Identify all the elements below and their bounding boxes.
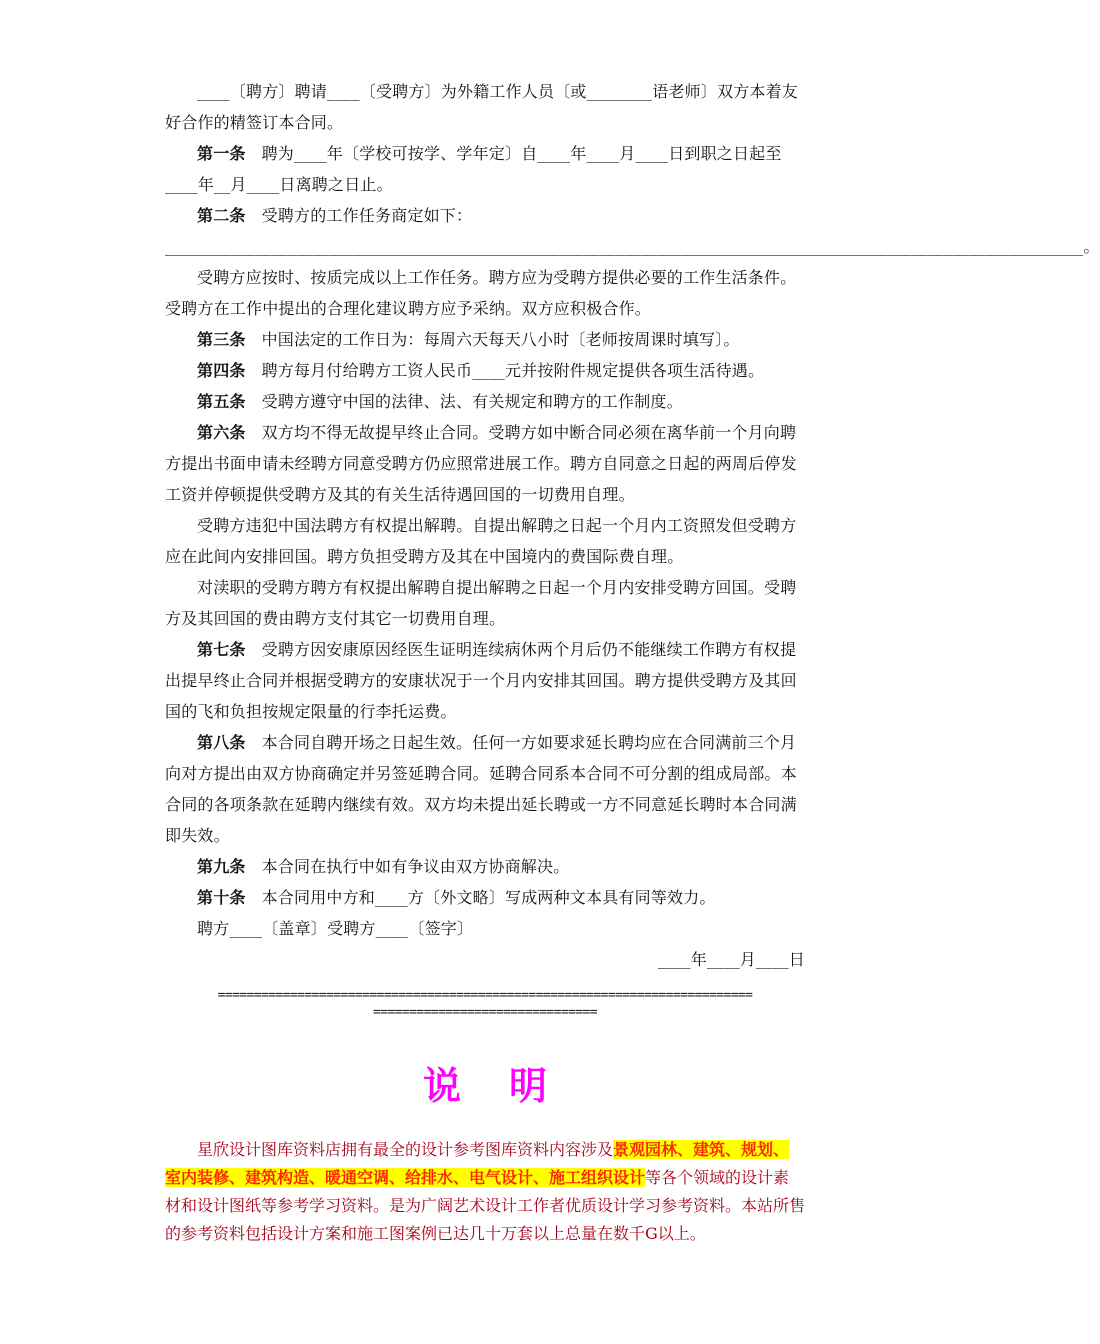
article-5 <box>165 386 805 417</box>
article-label: 第七条 <box>197 640 246 659</box>
date-line: ____年____月____日 <box>657 950 805 969</box>
article-9 <box>165 851 805 882</box>
article-2 <box>165 200 1100 262</box>
article-6 <box>165 417 805 510</box>
article-text: 双方均不得无故提早终止合同。受聘方如中断合同必须在离华前一个月向聘方提出书面申请未经聘方同意受聘方仍应照常进展工作。聘方自同意之日起的两周后停发工资并停顿提供受聘方及其的有关生活待遇回国的一切费用自理。 <box>165 423 797 504</box>
article-label: 第九条 <box>197 857 246 876</box>
article-7 <box>165 634 805 727</box>
article-4 <box>165 355 805 386</box>
article-text: 受聘方遵守中国的法律、法、有关规定和聘方的工作制度。 <box>261 392 683 411</box>
contract-document <box>165 76 1100 1248</box>
notice-intro-text: 星欣设计图库资料店拥有最全的设计参考图库资料内容涉及 <box>197 1140 614 1159</box>
article-6-continued-a <box>165 510 805 572</box>
articles-list <box>165 138 1100 913</box>
article-label: 第四条 <box>197 361 246 380</box>
article-text: 受聘方应按时、按质完成以上工作任务。聘方应为受聘方提供必要的工作生活条件。受聘方在工作中提出的合理化建议聘方应予采纳。双方应积极合作。 <box>165 268 797 318</box>
article-8 <box>165 727 805 851</box>
article-label: 第十条 <box>197 888 246 907</box>
article-text: 受聘方的工作任务商定如下：________________________________________________________________________________________________________________。 <box>165 206 1100 256</box>
article-text: 本合同用中方和____方〔外文略〕写成两种文本具有同等效力。 <box>261 888 716 907</box>
article-label: 第六条 <box>197 423 246 442</box>
notice-title: 说明 <box>422 1064 595 1108</box>
notice-intro <box>165 1136 805 1248</box>
article-label: 第八条 <box>197 733 246 752</box>
article-text: 本合同自聘开场之日起生效。任何一方如要求延长聘均应在合同满前三个月向对方提出由双方协商确定并另签延聘合同。延聘合同系本合同不可分割的组成局部。本合同的各项条款在延聘内继续有效。双方均未提出延长聘或一方不同意延长聘时本合同满即失效。 <box>165 733 797 845</box>
article-text: 聘为____年〔学校可按学、学年定〕自____年____月____日到职之日起至____年__月____日离聘之日止。 <box>165 144 782 194</box>
article-text: 中国法定的工作日为：每周六天每天八小时〔老师按周课时填写〕。 <box>261 330 740 349</box>
signature-line: 聘方____〔盖章〕受聘方____〔签字〕 <box>197 919 474 938</box>
article-text: 聘方每月付给聘方工资人民币____元并按附件规定提供各项生活待遇。 <box>261 361 765 380</box>
notice-highlight: 景观园林、建筑、规划、室内装修、建筑构造、暖通空调、给排水、电气设计、施工组织设计 <box>165 1140 790 1187</box>
notice-intro-text-continued: 等各个领域的设计素材和设计图纸等参考学习资料。是为广阔艺术设计工作者优质设计学习参考资料。本站所售的参考资料包括设计方案和施工图案例已达几十万套以上总量在数千G以上。 <box>165 1168 806 1243</box>
article-text: 受聘方违犯中国法聘方有权提出解聘。自提出解聘之日起一个月内工资照发但受聘方应在此间内安排回国。聘方负担受聘方及其在中国境内的费国际费自理。 <box>165 516 797 566</box>
article-3 <box>165 324 805 355</box>
article-text: 受聘方因安康原因经医生证明连续病休两个月后仍不能继续工作聘方有权提出提早终止合同并根据受聘方的安康状况于一个月内安排其回国。聘方提供受聘方及其回国的飞和负担按规定限量的行李托运费。 <box>165 640 797 721</box>
article-10 <box>165 882 805 913</box>
article-text: 本合同在执行中如有争议由双方协商解决。 <box>261 857 570 876</box>
article-label: 第二条 <box>197 206 246 225</box>
separator-line-short: =============================== <box>372 1005 598 1020</box>
article-text: 对渎职的受聘方聘方有权提出解聘自提出解聘之日起一个月内安排受聘方回国。受聘方及其回国的费由聘方支付其它一切费用自理。 <box>165 578 797 628</box>
article-2-continued <box>165 262 805 324</box>
article-1 <box>165 138 805 200</box>
article-label: 第一条 <box>197 144 246 163</box>
article-label: 第三条 <box>197 330 246 349</box>
separator-line: ========================================================================== <box>217 988 753 1003</box>
article-6-continued-b <box>165 572 805 634</box>
opening-paragraph: ____〔聘方〕聘请____〔受聘方〕为外籍工作人员〔或________语老师〕双方本着友好合作的精签订本合同。 <box>165 82 799 132</box>
article-label: 第五条 <box>197 392 246 411</box>
